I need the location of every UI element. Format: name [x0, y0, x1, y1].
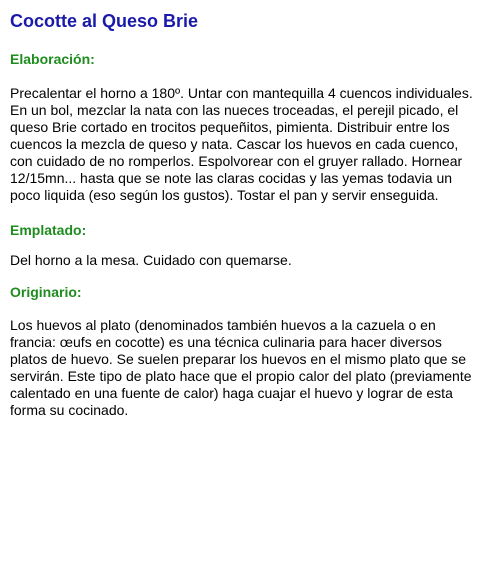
section-text-elaboracion: Precalentar el horno a 180º. Untar con mantequilla 4 cuencos individuales. En un bol, mezclar la nata con las nueces troceadas, el perejil picado, el queso Brie cortado en trocitos pequeñitos, pimienta. Distribuir entre los cuencos la mezcla de queso y nata. Cascar los huevos en cada cuenco, con cuidado de no romperlos. Espolvorear con el gruyer rallado. Hornear 12/15mn... hasta que se note las claras cocidas y las yemas todavia un poco liquida (eso según los gustos). Tostar el pan y servir enseguida. — [10, 85, 473, 203]
recipe-title: Cocotte al Queso Brie — [10, 11, 199, 31]
section-heading-emplatado: Emplatado: — [10, 222, 87, 238]
section-text-originario: Los huevos al plato (denominados también huevos a la cazuela o en francia: œufs en cocotte) es una técnica culinaria para hacer diversos platos de huevo. Se suelen preparar los huevos en el mismo plato que se servirán. Este tipo de plato hace que el propio calor del plato (previamente calentado en una fuente de calor) haga cuajar el huevo y lograr de esta forma su cocinado. — [10, 317, 472, 418]
section-text-emplatado: Del horno a la mesa. Cuidado con quemarse. — [10, 252, 292, 268]
section-heading-originario: Originario: — [10, 284, 82, 300]
section-heading-elaboracion: Elaboración: — [10, 51, 95, 67]
